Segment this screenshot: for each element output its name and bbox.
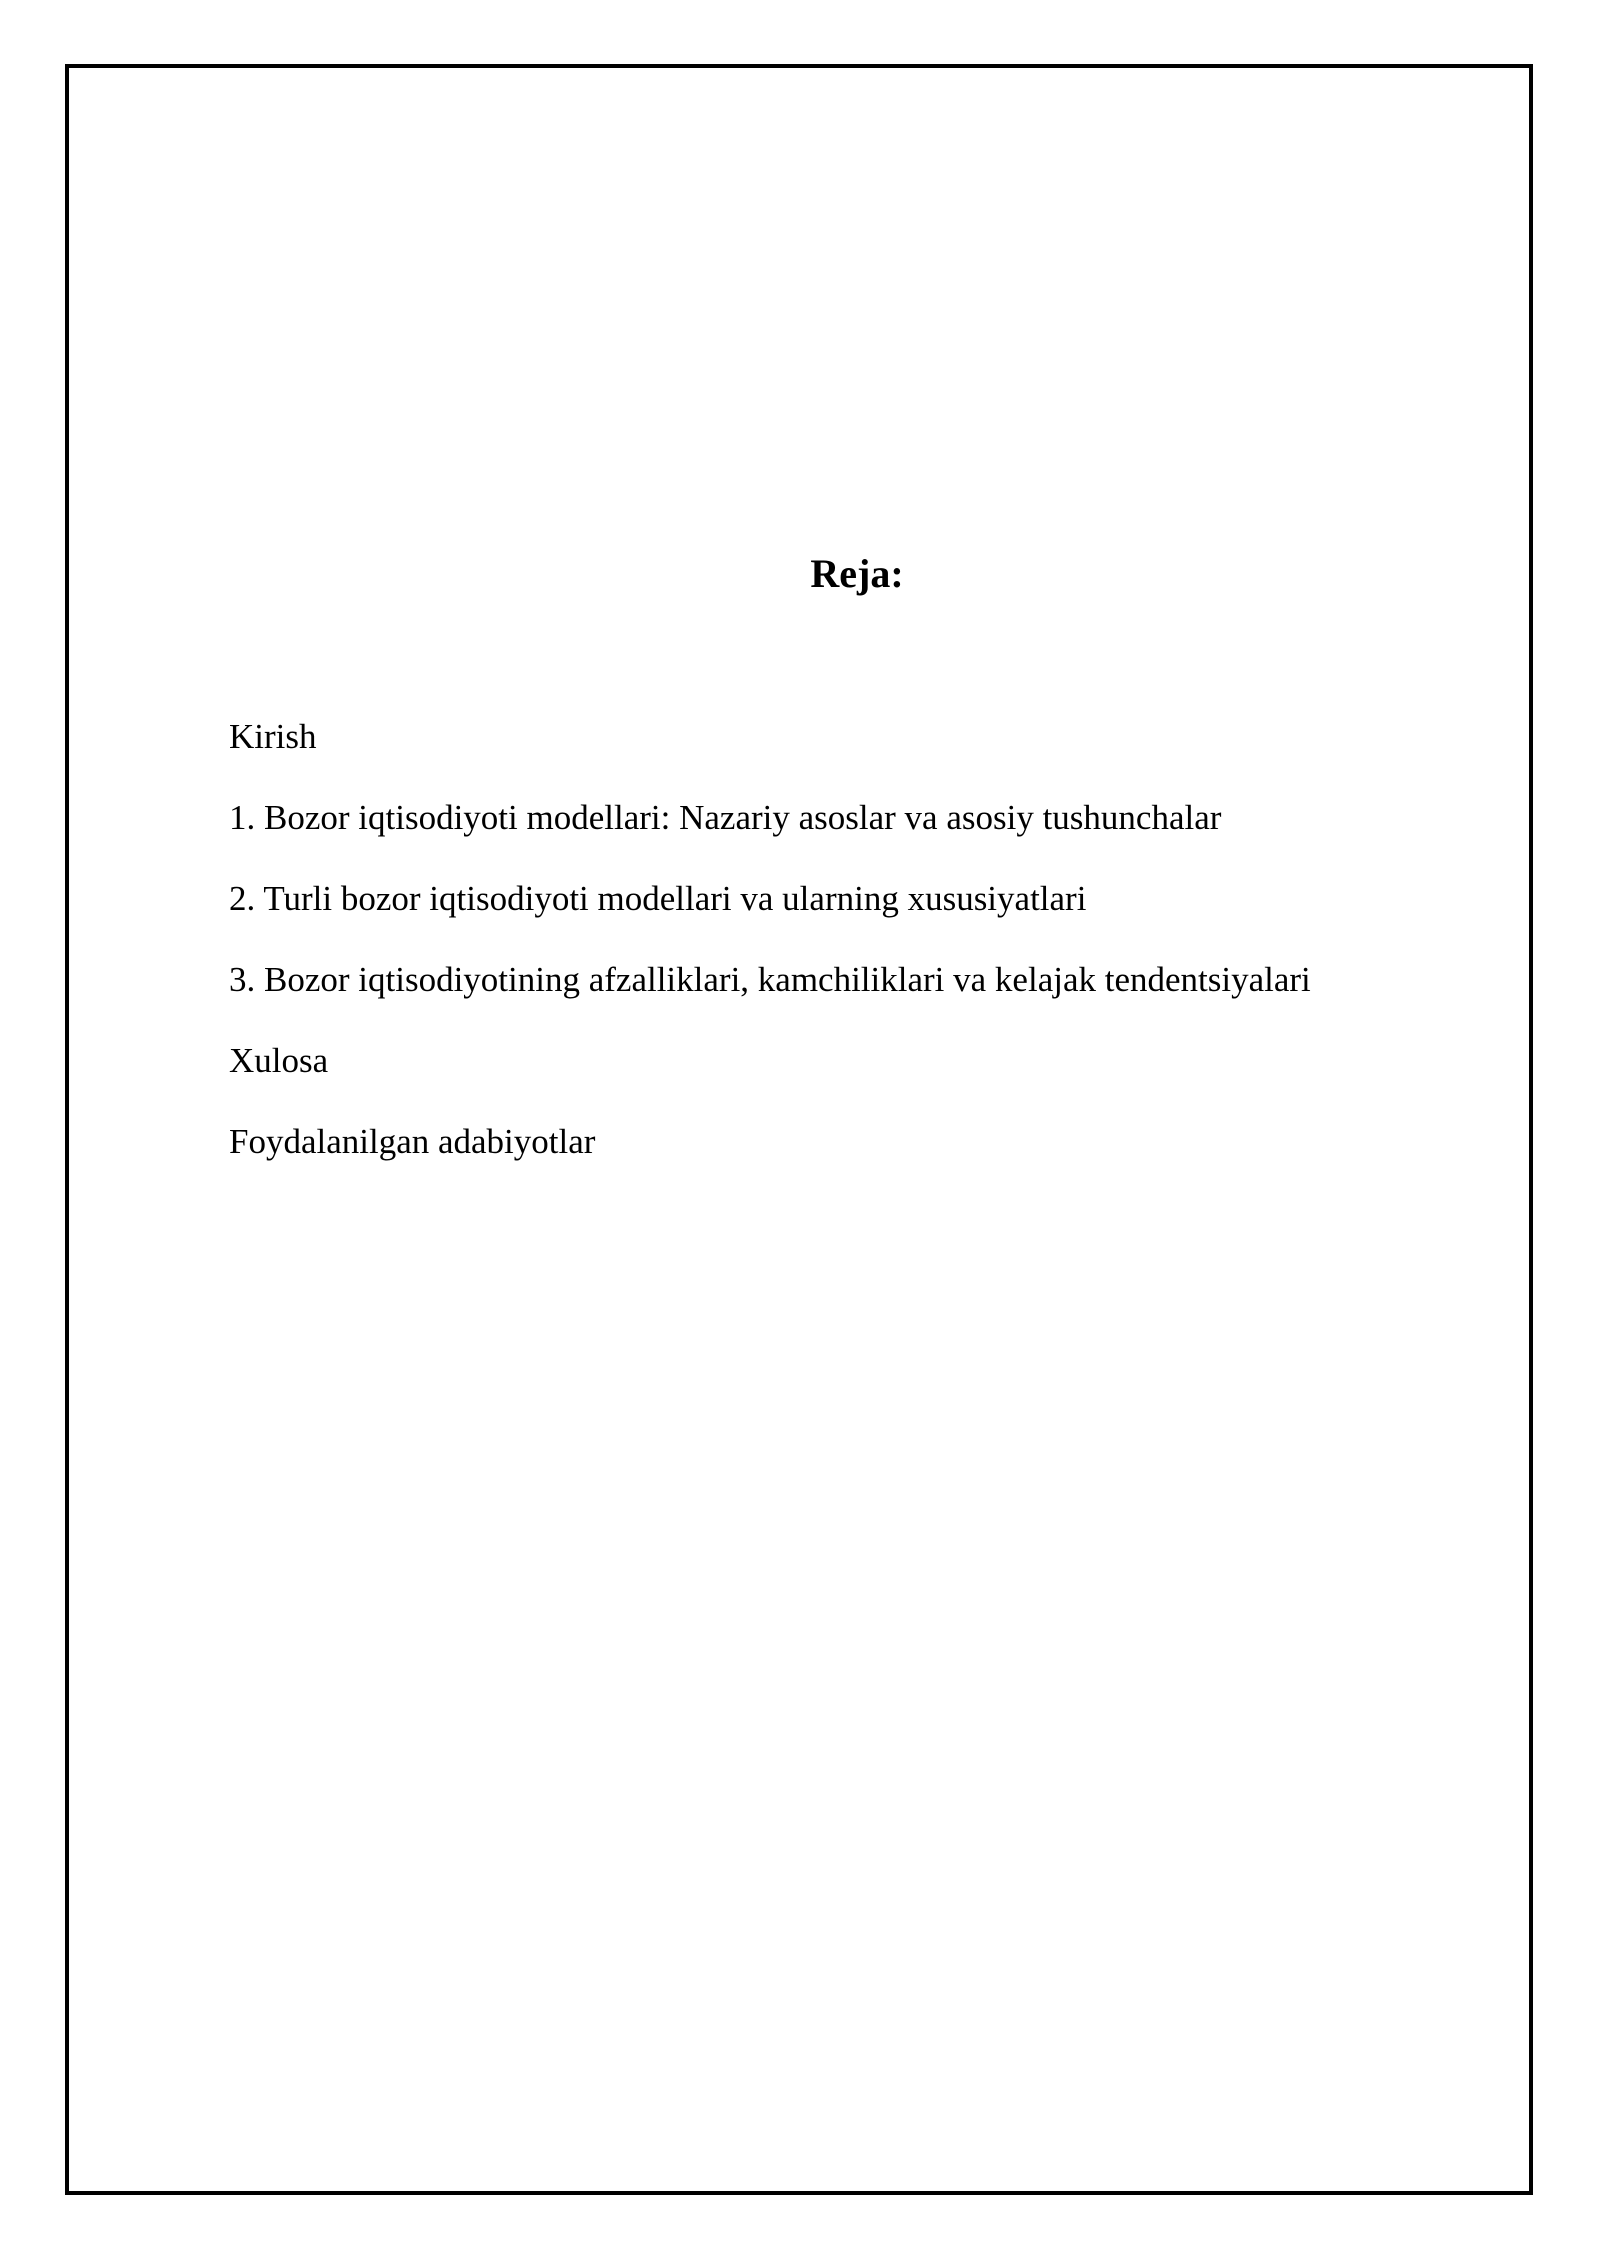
toc-item-chapter-1: 1. Bozor iqtisodiyoti modellari: Nazariy asoslar va asosiy tushunchalar xyxy=(229,798,1222,837)
page-title: Reja: xyxy=(810,551,904,596)
toc-item-conclusion: Xulosa xyxy=(229,1041,329,1080)
toc-item-references: Foydalanilgan adabiyotlar xyxy=(229,1122,596,1161)
toc-item-chapter-3: 3. Bozor iqtisodiyotining afzalliklari, kamchiliklari va kelajak tendentsiyalari xyxy=(229,960,1311,999)
table-of-contents xyxy=(229,696,1489,1182)
toc-item-chapter-2: 2. Turli bozor iqtisodiyoti modellari va ularning xususiyatlari xyxy=(229,879,1087,918)
toc-item-introduction: Kirish xyxy=(229,717,317,756)
